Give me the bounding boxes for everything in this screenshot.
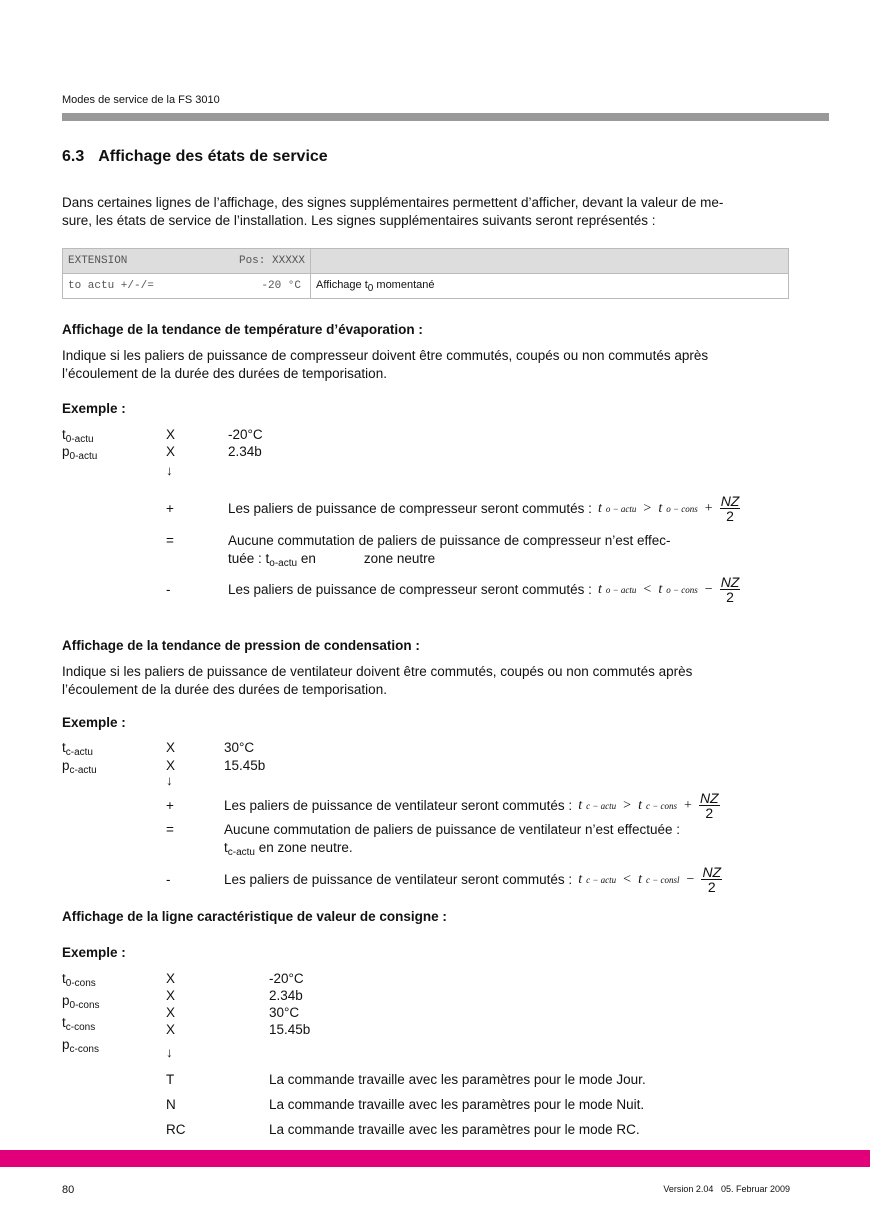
intro-line: sure, les états de service de l’installation. Les signes supplémentaires suivants seront représentés : [62, 213, 656, 228]
setpoint-example: Exemple : [62, 945, 126, 960]
denominator: 2 [726, 589, 734, 605]
cond-plus-line [224, 791, 720, 820]
var-sub: 0-actu [69, 451, 98, 462]
section-number: 6.3 [62, 148, 85, 165]
var-base: t [62, 427, 66, 442]
evap-title: Affichage de la tendance de température d’évaporation : [62, 322, 423, 337]
text: zone neutre [363, 551, 436, 566]
desc-line: Indique si les paliers de puissance de ventilateur doivent être commutés, coupés ou non commutés après [62, 664, 693, 679]
table-cell [311, 249, 789, 274]
formula-sub: c − consl [645, 874, 680, 885]
cond-minus-line [224, 865, 722, 894]
numerator: NZ [702, 864, 722, 880]
var-mark: X [166, 758, 176, 773]
table-cell [63, 249, 311, 274]
display-table [62, 248, 789, 299]
mode-symbol: N [166, 1097, 176, 1112]
desc-line: Indique si les paliers de puissance de compresseur doivent être commutés, coupés ou non commutés après [62, 348, 709, 363]
var-base: p [62, 758, 70, 773]
intro-paragraph [62, 194, 723, 230]
evap-desc [62, 347, 708, 383]
rule-text: Aucune commutation de paliers de puissance de compresseur n’est effec- [228, 533, 671, 548]
denominator: 2 [726, 508, 734, 524]
intro-line: Dans certaines lignes de l’affichage, des signes supplémentaires permettent d’afficher, devant la valeur de me- [62, 195, 724, 210]
var-sub: c-actu [69, 765, 97, 776]
numerator: NZ [720, 493, 740, 509]
evap-example: Exemple : [62, 401, 126, 416]
mode-symbol: RC [166, 1122, 186, 1137]
version-info: Version 2.04 05. Februar 2009 [663, 1184, 790, 1194]
formula-op: + [704, 500, 713, 516]
var-mark: X [166, 740, 176, 755]
equals-symbol: = [166, 822, 174, 837]
var [62, 1014, 100, 1036]
text: tuée : t [228, 551, 270, 566]
rule-text: Les paliers de puissance de compresseur seront commutés : [228, 581, 592, 597]
rule-text: Les paliers de puissance de ventilateur seront commutés : [224, 871, 573, 887]
formula-sub: c − actu [586, 874, 617, 885]
formula-op: > [643, 500, 652, 516]
formula-sub: c − cons [645, 800, 678, 811]
evap-var [62, 443, 97, 466]
var-sub: 0-cons [65, 978, 96, 989]
formula-sub: o − cons [666, 503, 698, 514]
var-sub: c-cons [65, 1022, 96, 1033]
text: en zone neutre. [255, 840, 353, 855]
rule-text [224, 839, 680, 862]
denominator: 2 [705, 805, 714, 821]
minus-symbol: - [166, 872, 171, 887]
down-arrow-icon: ↓ [166, 773, 173, 788]
var-base: t [62, 1015, 66, 1030]
cond-example: Exemple : [62, 715, 126, 730]
header-bar [62, 113, 829, 121]
var-mark: X [166, 988, 176, 1003]
cond-eq-text [224, 821, 680, 862]
var-value: 30°C [269, 1005, 300, 1020]
var-value: -20°C [269, 971, 304, 986]
formula: t c − actu < t c − consl − $\frac{NZ}{2}$ [578, 864, 722, 895]
var [62, 1036, 100, 1058]
formula-op: < [623, 871, 632, 887]
var-value: 30°C [224, 740, 255, 755]
table-row [63, 249, 789, 274]
evap-eq-text [228, 532, 671, 573]
evap-plus-line [228, 494, 740, 523]
mode-text: La commande travaille avec les paramètres pour le mode Nuit. [269, 1097, 645, 1112]
var-value: 15.45b [269, 1022, 311, 1037]
mode-text: La commande travaille avec les paramètres pour le mode RC. [269, 1122, 640, 1137]
rule-text: Aucune commutation de paliers de puissance de ventilateur n’est effectuée : [224, 822, 681, 837]
cell-text: to actu +/-/= [68, 280, 154, 292]
table-cell [63, 274, 311, 299]
formula-sub: o − actu [605, 503, 637, 514]
equals-symbol: = [166, 533, 174, 548]
formula-op: − [704, 581, 713, 597]
var-mark: X [166, 1005, 176, 1020]
page-number: 80 [62, 1184, 75, 1196]
fraction [701, 865, 722, 894]
formula: t c − actu > t c − cons + $\frac{NZ}{2}$ [578, 790, 719, 821]
var-sub: c-cons [69, 1044, 99, 1055]
cell-text: Affichage t [316, 278, 368, 291]
fraction [720, 575, 741, 604]
rule-text: Les paliers de puissance de ventilateur seront commutés : [224, 797, 573, 813]
desc-line: l’écoulement de la durée des durées de temporisation. [62, 366, 387, 381]
formula-op: > [623, 797, 632, 813]
formula-sub: o − actu [605, 584, 637, 595]
setpoint-marks [166, 970, 175, 1038]
plus-symbol: + [166, 501, 174, 516]
var-base: p [62, 993, 70, 1008]
formula-op: < [643, 581, 652, 597]
numerator: NZ [720, 574, 740, 590]
evap-minus-line [228, 575, 740, 604]
formula-op: + [684, 797, 692, 813]
plus-symbol: + [166, 798, 174, 813]
rule-text [228, 550, 671, 573]
var-base: t [62, 971, 66, 986]
sub: c-actu [227, 847, 255, 858]
var-mark: X [166, 1022, 176, 1037]
mode-text: La commande travaille avec les paramètres pour le mode Jour. [269, 1072, 646, 1087]
setpoint-vars [62, 970, 100, 1058]
cell-text: EXTENSION [68, 255, 128, 267]
down-arrow-icon: ↓ [166, 463, 173, 478]
minus-symbol: - [166, 582, 171, 597]
mode-symbol: T [166, 1072, 175, 1087]
var-mark: X [166, 427, 176, 442]
text: en [297, 551, 316, 566]
var-value: 15.45b [224, 758, 266, 773]
formula: t o − actu < t o − cons − $\frac{NZ}{2}$ [597, 574, 740, 605]
desc-line: l’écoulement de la durée des durées de temporisation. [62, 682, 387, 697]
text: t [224, 840, 228, 855]
cell-text: momentané [373, 278, 435, 291]
cell-sub: 0 [367, 282, 374, 294]
table-cell [311, 274, 789, 299]
cond-desc [62, 663, 692, 699]
fraction [720, 494, 741, 523]
var-mark: X [166, 444, 176, 459]
cond-var [62, 757, 97, 780]
var-sub: 0-actu [65, 434, 94, 445]
var-value: 2.34b [269, 988, 303, 1003]
formula-sub: o − cons [666, 584, 698, 595]
cond-title: Affichage de la tendance de pression de condensation : [62, 638, 420, 653]
running-header: Modes de service de la FS 3010 [62, 94, 220, 106]
footer-accent-bar [0, 1150, 870, 1167]
table-row [63, 274, 789, 299]
fraction [699, 791, 720, 820]
var-base: p [62, 444, 70, 459]
cell-pos: Pos: XXXXX [238, 255, 305, 267]
var-sub: c-actu [65, 747, 93, 758]
var-base: p [62, 1037, 70, 1052]
var [62, 970, 100, 992]
var-mark: X [166, 971, 176, 986]
var-base: t [62, 740, 66, 755]
var-sub: 0-cons [69, 1000, 100, 1011]
rule-text: Les paliers de puissance de compresseur seront commutés : [228, 500, 592, 516]
denominator: 2 [707, 879, 716, 895]
section-title: Affichage des états de service [98, 148, 328, 165]
var [62, 992, 100, 1014]
section-heading [62, 148, 328, 166]
cell-value: -20 °C [261, 280, 301, 292]
var-value: 2.34b [228, 444, 262, 459]
setpoint-title: Affichage de la ligne caractéristique de valeur de consigne : [62, 909, 447, 924]
formula-op: − [686, 871, 695, 887]
formula-sub: c − actu [586, 800, 617, 811]
formula: t o − actu > t o − cons + $\frac{NZ}{2}$ [597, 493, 740, 524]
sub: o-actu [269, 558, 298, 569]
setpoint-values [269, 970, 310, 1038]
down-arrow-icon: ↓ [166, 1045, 173, 1060]
numerator: NZ [699, 790, 719, 806]
var-value: -20°C [228, 427, 263, 442]
